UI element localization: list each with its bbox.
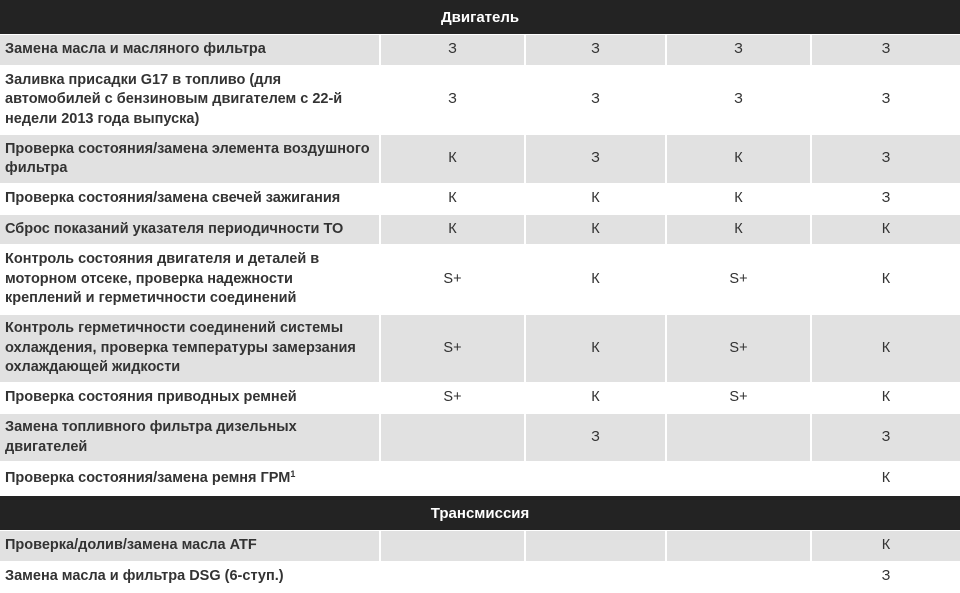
row-value: З (525, 414, 666, 462)
row-value (525, 531, 666, 562)
row-label: Проверка состояния/замена элемента воздушного фильтра (0, 135, 380, 184)
table-row (0, 462, 960, 496)
table-row (0, 562, 960, 593)
row-value: З (811, 414, 960, 462)
table-row (0, 135, 960, 184)
table-row (0, 35, 960, 66)
row-value (666, 414, 811, 462)
row-value: К (666, 135, 811, 184)
row-value: К (525, 184, 666, 215)
row-label: Замена масла и фильтра DSG (6-ступ.) (0, 562, 380, 593)
row-value (380, 531, 525, 562)
row-label: Замена топливного фильтра дизельных двигателей (0, 414, 380, 462)
row-value: К (525, 215, 666, 245)
row-value: S+ (666, 383, 811, 414)
row-label: Контроль герметичности соединений системы охлаждения, проверка температуры замерзания охлаждающей жидкости (0, 315, 380, 383)
row-value (380, 414, 525, 462)
row-value: К (666, 215, 811, 245)
section-title: Трансмиссия (0, 496, 960, 531)
row-label: Проверка/долив/замена масла ATF (0, 531, 380, 562)
row-value: К (811, 245, 960, 315)
row-label: Замена масла и масляного фильтра (0, 35, 380, 66)
row-value (380, 462, 525, 496)
row-value: З (525, 135, 666, 184)
row-value: К (811, 462, 960, 496)
row-value (666, 531, 811, 562)
row-value: З (380, 66, 525, 135)
table-row (0, 245, 960, 315)
row-value: S+ (380, 315, 525, 383)
row-value: К (525, 245, 666, 315)
row-value: К (380, 215, 525, 245)
row-value (666, 462, 811, 496)
row-value: К (525, 383, 666, 414)
row-value: S+ (666, 315, 811, 383)
row-value: S+ (380, 245, 525, 315)
row-value: З (380, 35, 525, 66)
row-value (525, 562, 666, 593)
row-value: К (811, 215, 960, 245)
section-title: Двигатель (0, 0, 960, 35)
table-row (0, 215, 960, 245)
row-label: Сброс показаний указателя периодичности ТО (0, 215, 380, 245)
row-label: Заливка присадки G17 в топливо (для автомобилей с бензиновым двигателем с 22-й недели 2013 года выпуска) (0, 66, 380, 135)
footnote-marker: 1 (290, 468, 296, 479)
table-row (0, 184, 960, 215)
row-value: S+ (666, 245, 811, 315)
row-value: К (525, 315, 666, 383)
row-label: Проверка состояния/замена ремня ГРМ$^1$ (0, 462, 380, 496)
row-value: З (525, 35, 666, 66)
row-label: Контроль состояния двигателя и деталей в моторном отсеке, проверка надежности креплений и герметичности соединений (0, 245, 380, 315)
row-value: З (811, 562, 960, 593)
row-value (525, 462, 666, 496)
row-value: К (380, 184, 525, 215)
row-value: З (666, 35, 811, 66)
row-value: К (666, 184, 811, 215)
row-value: К (380, 135, 525, 184)
section-header-engine (0, 0, 960, 35)
table-row (0, 66, 960, 135)
table-row (0, 414, 960, 462)
row-value (666, 562, 811, 593)
row-value: S+ (380, 383, 525, 414)
row-value: З (811, 66, 960, 135)
row-value: З (811, 184, 960, 215)
section-header-transmission (0, 496, 960, 531)
table-row (0, 315, 960, 383)
table-row (0, 531, 960, 562)
row-value: К (811, 531, 960, 562)
row-value (380, 562, 525, 593)
row-value: К (811, 315, 960, 383)
table-row (0, 383, 960, 414)
row-value: З (666, 66, 811, 135)
row-value: З (811, 35, 960, 66)
row-value: З (525, 66, 666, 135)
row-label: Проверка состояния/замена свечей зажигания (0, 184, 380, 215)
row-label: Проверка состояния приводных ремней (0, 383, 380, 414)
row-value: К (811, 383, 960, 414)
row-value: З (811, 135, 960, 184)
